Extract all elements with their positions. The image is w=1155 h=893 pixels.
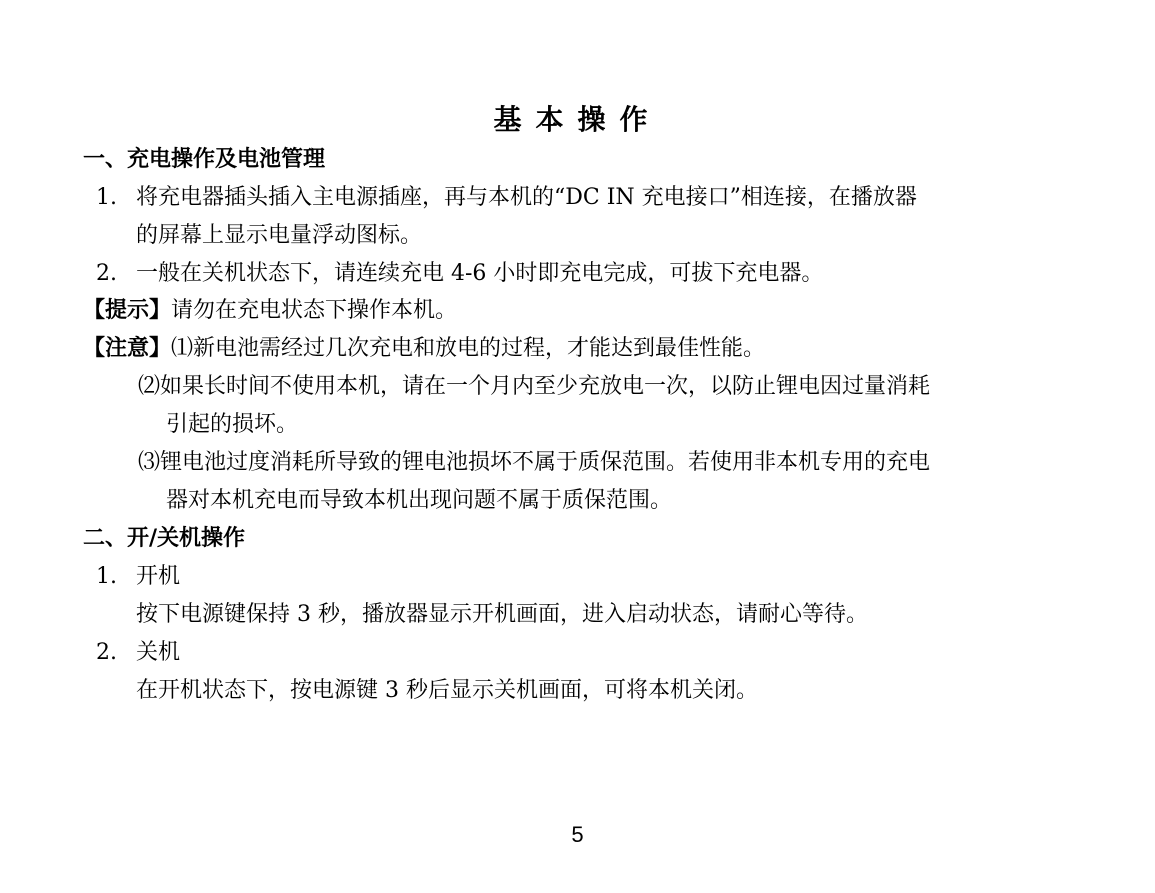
note2-line2: 引起的损坏。 xyxy=(166,412,299,437)
section2-item1-text: 按下电源键保持 3 秒，播放器显示开机画面，进入启动状态，请耐心等待。 xyxy=(136,602,868,627)
note2-line1 xyxy=(138,372,930,402)
section1-item1-line2: 的屏幕上显示电量浮动图标。 xyxy=(136,223,423,248)
note1-mark: ⑴ xyxy=(171,336,194,361)
section2-item1-title: 开机 xyxy=(136,564,181,589)
note-paragraph xyxy=(83,334,765,364)
section2-heading: 二、开/关机操作 xyxy=(83,526,246,551)
note1-text: 新电池需经过几次充电和放电的过程，才能达到最佳性能。 xyxy=(193,336,766,361)
tip-paragraph xyxy=(83,296,457,326)
section1-item2-number: 2. xyxy=(96,261,117,286)
section1-heading: 一、充电操作及电池管理 xyxy=(83,147,326,172)
section1-item1-line1: 将充电器插头插入主电源插座，再与本机的“DC IN 充电接口”相连接，在播放器 xyxy=(136,185,917,210)
note2-text: 如果长时间不使用本机，请在一个月内至少充放电一次，以防止锂电因过量消耗 xyxy=(160,374,931,399)
section2-item2-title: 关机 xyxy=(136,640,181,665)
section1-item2-text: 一般在关机状态下，请连续充电 4-6 小时即充电完成，可拔下充电器。 xyxy=(136,261,824,286)
section2-item1-number: 1. xyxy=(96,564,117,589)
note2-mark: ⑵ xyxy=(138,374,161,399)
note-label: 【注意】 xyxy=(83,336,172,361)
page-title: 基本操作 xyxy=(493,103,662,136)
note3-line1 xyxy=(138,448,930,478)
section1-item1-number: 1. xyxy=(96,185,117,210)
note3-line2: 器对本机充电而导致本机出现问题不属于质保范围。 xyxy=(166,488,673,513)
page-number: 5 xyxy=(571,822,584,847)
note3-mark: ⑶ xyxy=(138,450,161,475)
tip-label: 【提示】 xyxy=(83,298,172,323)
tip-text: 请勿在充电状态下操作本机。 xyxy=(171,298,458,323)
note3-text: 锂电池过度消耗所导致的锂电池损坏不属于质保范围。若使用非本机专用的充电 xyxy=(160,450,931,475)
section2-item2-text: 在开机状态下，按电源键 3 秒后显示关机画面，可将本机关闭。 xyxy=(136,678,758,703)
section2-item2-number: 2. xyxy=(96,640,117,665)
